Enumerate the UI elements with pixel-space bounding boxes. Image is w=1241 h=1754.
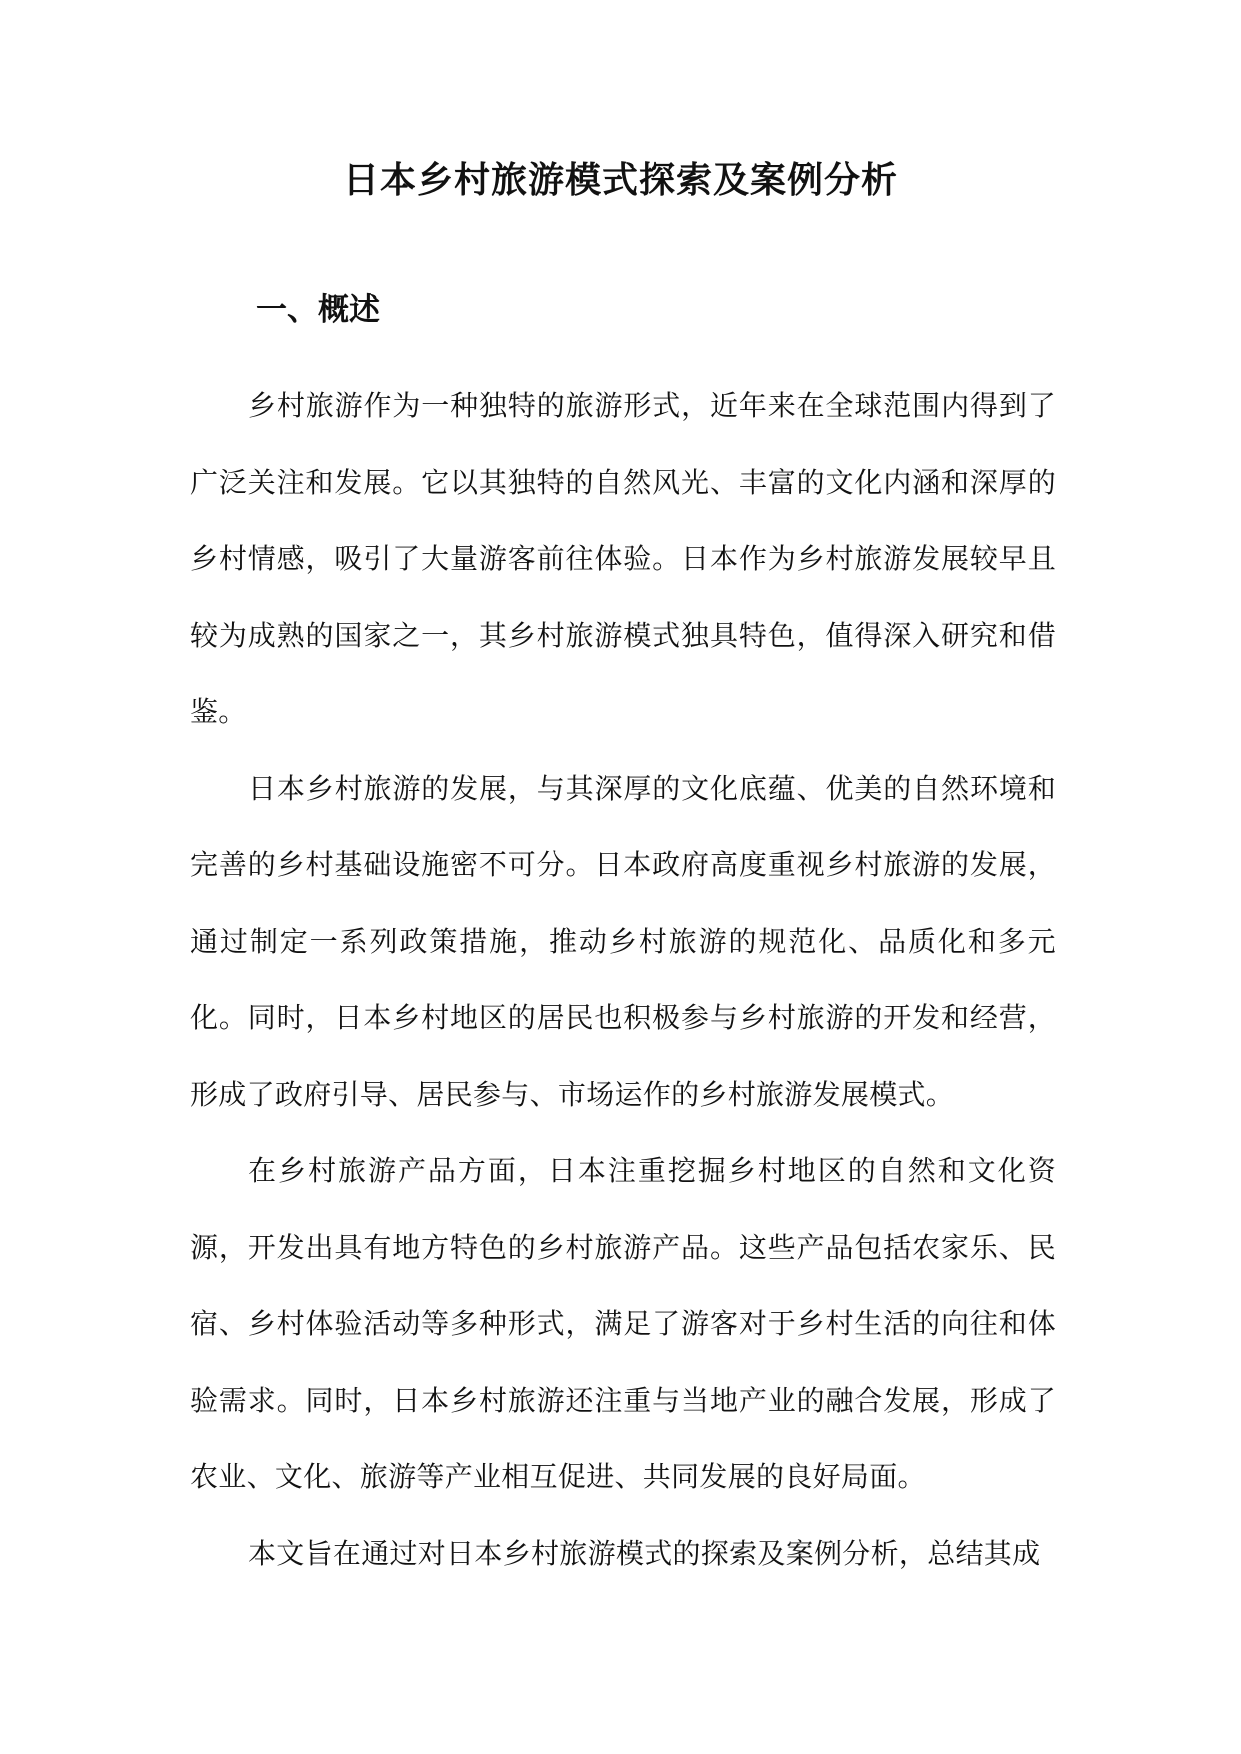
document-body — [190, 368, 1056, 1592]
paragraph: 在乡村旅游产品方面，日本注重挖掘乡村地区的自然和文化资源，开发出具有地方特色的乡村旅游产品。这些产品包括农家乐、民宿、乡村体验活动等多种形式，满足了游客对于乡村生活的向往和体验需求。同时，日本乡村旅游还注重与当地产业的融合发展，形成了农业、文化、旅游等产业相互促进、共同发展的良好局面。 — [190, 1154, 1056, 1493]
paragraph: 日本乡村旅游的发展，与其深厚的文化底蕴、优美的自然环境和完善的乡村基础设施密不可分。日本政府高度重视乡村旅游的发展，通过制定一系列政策措施，推动乡村旅游的规范化、品质化和多元化。同时，日本乡村地区的居民也积极参与乡村旅游的开发和经营，形成了政府引导、居民参与、市场运作的乡村旅游发展模式。 — [190, 771, 1056, 1111]
document-title: 日本乡村旅游模式探索及案例分析 — [342, 159, 898, 201]
paragraph: 本文旨在通过对日本乡村旅游模式的探索及案例分析，总结其成 — [248, 1536, 1041, 1570]
section-heading-overview: 一、概述 — [256, 292, 380, 328]
paragraph: 乡村旅游作为一种独特的旅游形式，近年来在全球范围内得到了广泛关注和发展。它以其独特的自然风光、丰富的文化内涵和深厚的乡村情感，吸引了大量游客前往体验。日本作为乡村旅游发展较早且较为成熟的国家之一，其乡村旅游模式独具特色，值得深入研究和借鉴。 — [190, 389, 1056, 728]
